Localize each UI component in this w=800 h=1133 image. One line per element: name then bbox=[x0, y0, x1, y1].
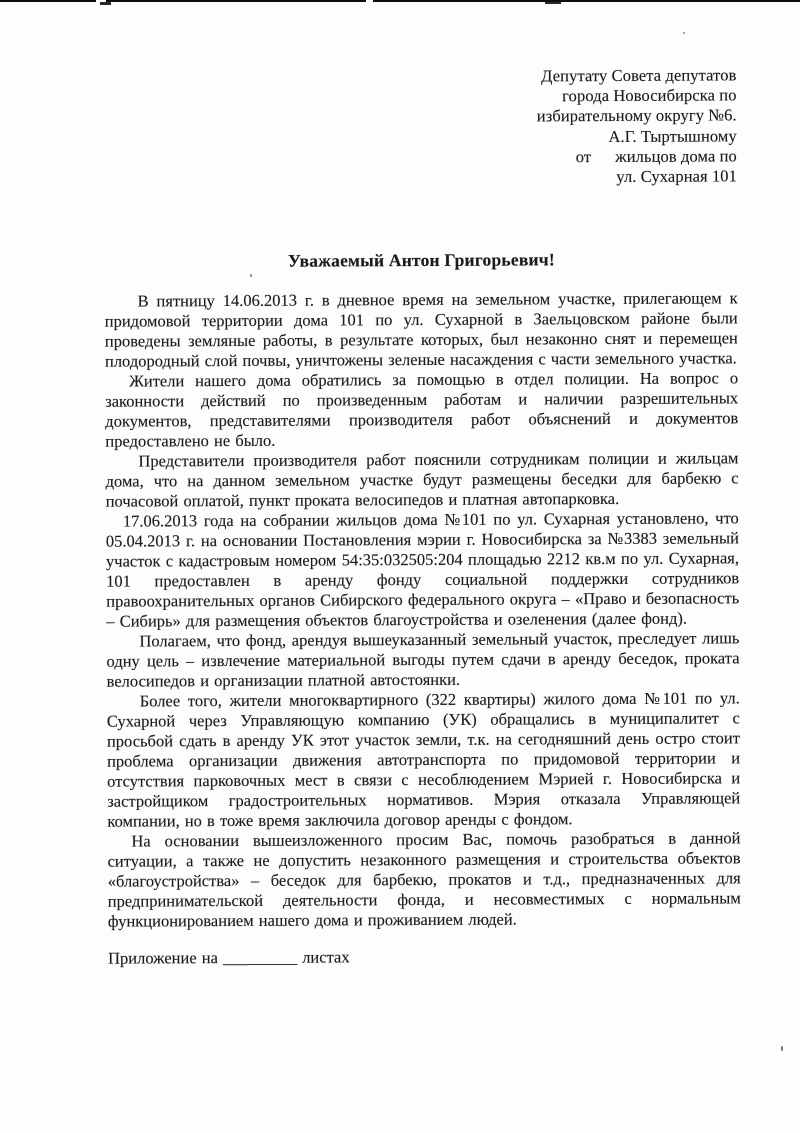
from-text: жильцов дома по bbox=[615, 146, 737, 166]
paragraph: 17.06.2013 года на собрании жильцов дома №101 по ул. Сухарная установлено, что 05.04.2013 г. на основании Постановления мэрии г. Новосибирска за №3383 земельный участок с кадастровым номером 54:35:032505:204 площадью 2212 кв.м по ул. Сухарная, 101 предоставлен в аренду фонду социальной поддержки сотрудников правоохранительных органов Сибирского федерального округа – «Право и безопасность – Сибирь» для размещения объектов благоустройства и озеленения (далее фонд). bbox=[105, 508, 740, 631]
attachment-line bbox=[108, 945, 741, 968]
paragraph: Представители производителя работ пояснили сотрудникам полиции и жильцам дома, что на данном земельном участке будут размещены беседки для барбекю с почасовой оплатой, пункт проката велосипедов и платная автопарковка. bbox=[105, 448, 739, 511]
recipient-line: города Новосибирска по bbox=[562, 85, 737, 106]
attachment-prefix: Приложение на bbox=[108, 948, 218, 968]
salutation: Уважаемый Антон Григорьевич! bbox=[287, 249, 555, 271]
paragraph: На основании вышеизложенного просим Вас, помочь разобраться в данной ситуации, а также не допустить незаконного размещения и строительства объектов «благоустройства» – беседок для барбекю, прокатов и т.д., предназначенных для предпринимательской деятельности фонда, и несовместимых с нормальным функционированием нашего дома и проживанием людей. bbox=[107, 828, 741, 931]
paragraph: Полагаем, что фонд, арендуя вышеуказанный земельный участок, преследует лишь одну цель – извлечение материальной выгоды путем сдачи в аренду беседок, проката велосипедов и организации платной автостоянки. bbox=[106, 628, 740, 691]
paragraph: Жители нашего дома обратились за помощью в отдел полиции. На вопрос о законности действий по произведенным работам и наличии разрешительных документов, представителями производителя работ объяснений и документов предоставлено не было. bbox=[105, 368, 739, 451]
attachment-blank-field: _________ bbox=[222, 947, 298, 968]
paragraph: Более того, жители многоквартирного (322 квартиры) жилого дома №101 по ул. Сухарной через Управляющую компанию (УК) обращались в муниципалитет с просьбой сдать в аренду УК этот участок земли, т.к. на сегодняшний день остро стоит проблема организации движения автотранспорта по придомовой территории и отсутствия парковочных мест в связи с несоблюдением Мэрией г. Новосибирска и застройщиком градостроительных нормативов. Мэрия отказала Управляющей компании, но в тоже время заключила договор аренды с фондом. bbox=[106, 688, 741, 831]
from-line bbox=[407, 146, 737, 168]
from-word: от bbox=[575, 146, 592, 166]
paragraph: В пятницу 14.06.2013 г. в дневное время на земельном участке, прилегающем к придомовой территории дома 101 по ул. Сухарной в Заельцовском районе были проведены земляные работы, в результате которых, был незаконно снят и перемещен плодородный слой почвы, уничтожены зеленые насаждения с части земельного участка. bbox=[104, 288, 738, 371]
recipient-line: избирательному округу №6. bbox=[536, 105, 737, 126]
recipient-block bbox=[406, 65, 737, 188]
letter-body bbox=[105, 288, 742, 968]
sender-address-line: ул. Сухарная 101 bbox=[616, 166, 738, 186]
attachment-suffix: листах bbox=[302, 947, 350, 967]
recipient-name-line: А.Г. Тыртышному bbox=[608, 125, 737, 146]
recipient-line: Депутату Совета депутатов bbox=[541, 65, 737, 86]
